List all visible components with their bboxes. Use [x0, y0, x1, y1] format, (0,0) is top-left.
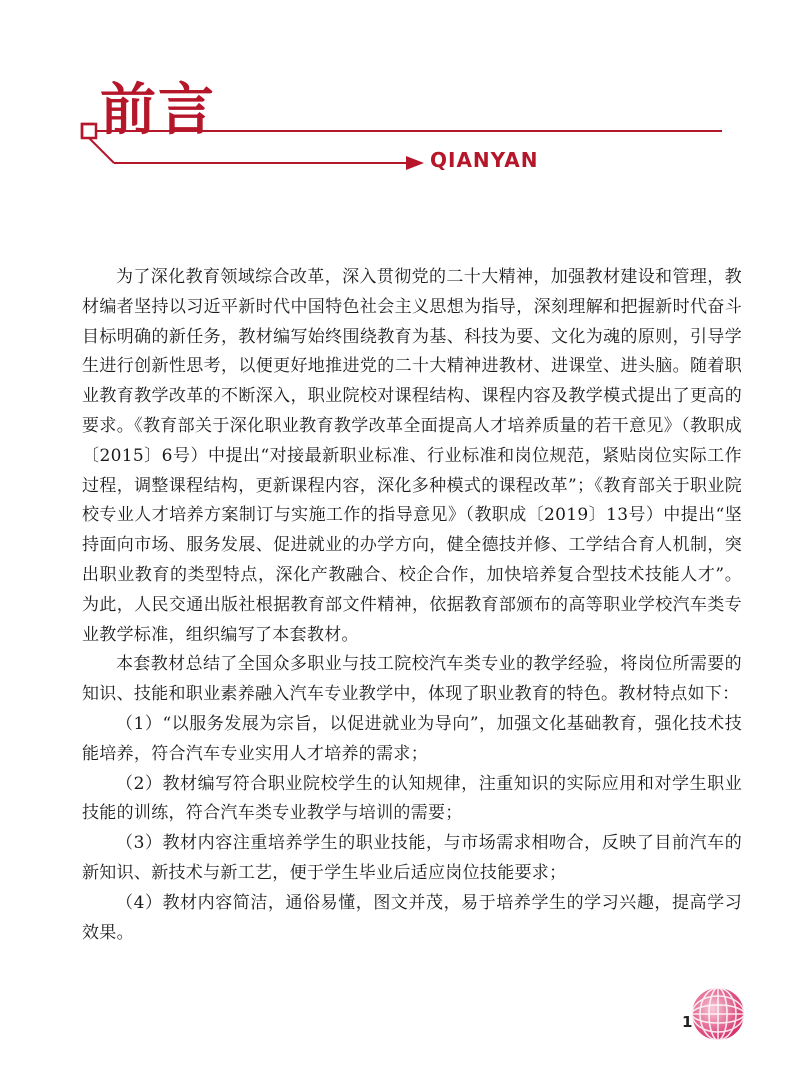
page-title: 前言 — [100, 78, 216, 143]
paragraph-intro: 为了深化教育领域综合改革，深入贯彻党的二十大精神，加强教材建设和管理，教材编者坚持以习近平新时代中国特色社会主义思想为指导，深刻理解和把握新时代奋斗目标明确的新任务，教材编写始终围绕教育为基、科技为要、文化为魂的原则，引导学生进行创新性思考，以便更好地推进党的二十大精神进教材、进课堂、进头脑。随着职业教育教学改革的不断深入，职业院校对课程结构、课程内容及教学模式提出了更高的要求。《教育部关于深化职业教育教学改革全面提高人才培养质量的若干意见》（教职成〔2015〕6号）中提出“对接最新职业标准、行业标准和岗位规范，紧贴岗位实际工作过程，调整课程结构，更新课程内容，深化多种模式的课程改革”；《教育部关于职业院校专业人才培养方案制订与实施工作的指导意见》（教职成〔2019〕13号）中提出“坚持面向市场、服务发展、促进就业的办学方向，健全德技并修、工学结合育人机制，突出职业教育的类型特点，深化产教融合、校企合作，加快培养复合型技术技能人才”。为此，人民交通出版社根据教育部文件精神，依据教育部颁布的高等职业学校汽车类专业教学标准，组织编写了本套教材。 — [82, 267, 742, 645]
feature-item-2: （2）教材编写符合职业院校学生的认知规律，注重知识的实际应用和对学生职业技能的训练，符合汽车类专业教学与培训的需要； — [82, 773, 742, 824]
feature-item-1: （1）“以服务发展为宗旨，以促进就业为导向”，加强文化基础教育，强化技术技能培养，符合汽车专业实用人才培养的需求； — [82, 713, 742, 764]
feature-item-4: （4）教材内容简洁，通俗易懂，图文并茂，易于培养学生的学习兴趣，提高学习效果。 — [82, 892, 742, 943]
page-number: 1 — [682, 1013, 693, 1031]
paragraph-features-lead: 本套教材总结了全国众多职业与技工院校汽车类专业的教学经验，将岗位所需要的知识、技能和职业素养融入汽车专业教学中，体现了职业教育的特色。教材特点如下： — [82, 654, 742, 705]
preface-body — [82, 263, 742, 948]
feature-item-3: （3）教材内容注重培养学生的职业技能，与市场需求相吻合，反映了目前汽车的新知识、新技术与新工艺，便于学生毕业后适应岗位技能要求； — [82, 833, 742, 883]
globe-ornament-icon — [688, 984, 748, 1044]
page-title-pinyin: QIANYAN — [430, 148, 539, 172]
